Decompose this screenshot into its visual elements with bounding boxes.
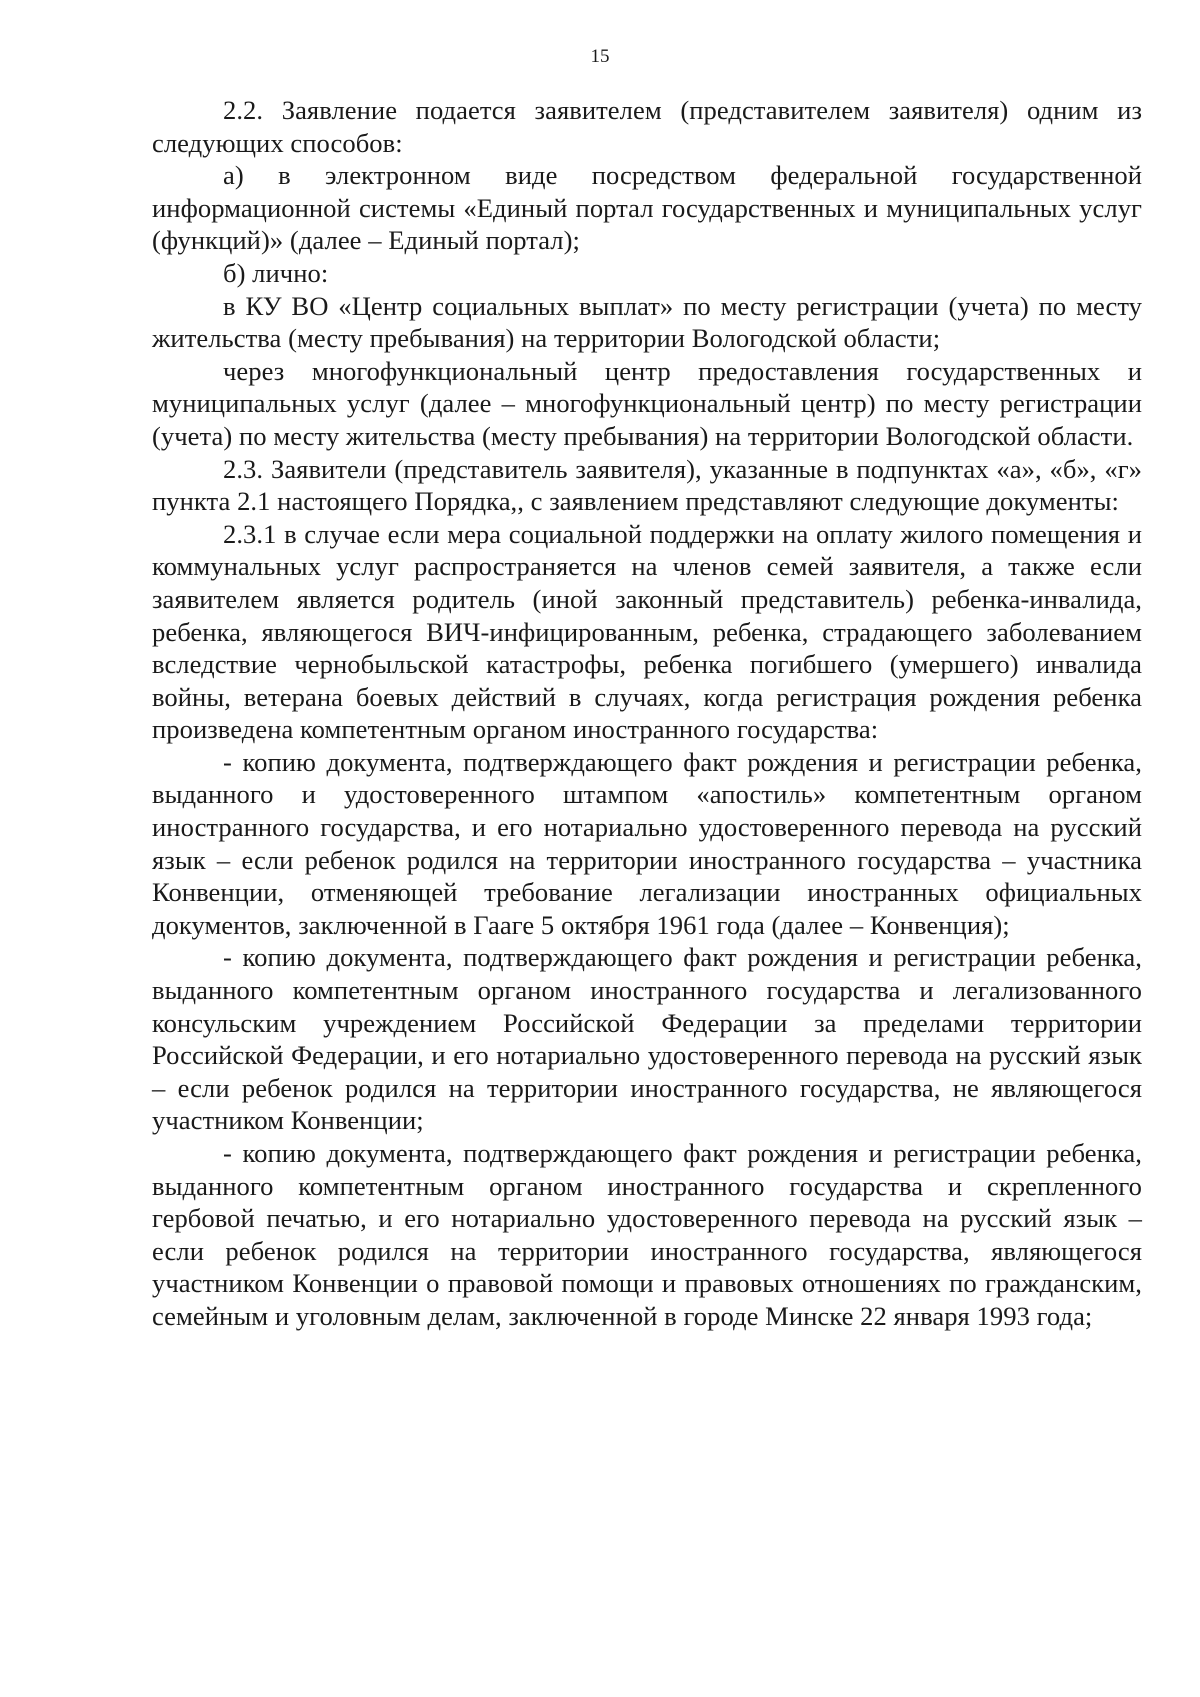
page-number: 15 xyxy=(590,46,610,67)
list-item-legalized: - копию документа, подтверждающего факт рождения и регистрации ребенка, выданного компетентным органом иностранного государства и легализованного консульским учреждением Российской Федерации за пределами территории Российской Федерации, и его нотариально удостоверенного перевода на русский язык – если ребенок родился на территории иностранного государства, не являющегося участником Конвенции; xyxy=(152,942,1142,1136)
list-item-apostille: - копию документа, подтверждающего факт рождения и регистрации ребенка, выданного и удостоверенного штампом «апостиль» компетентным органом иностранного государства, и его нотариально удостоверенного перевода на русский язык – если ребенок родился на территории иностранного государства – участника Конвенции, отменяющей требование легализации иностранных официальных документов, заключенной в Гааге 5 октября 1961 года (далее – Конвенция); xyxy=(152,746,1142,940)
paragraph-2-3: 2.3. Заявители (представитель заявителя), указанные в подпунктах «а», «б», «г» пункта 2.1 настоящего Порядка,, с заявлением представляют следующие документы: xyxy=(152,453,1142,517)
list-item-minsk-convention: - копию документа, подтверждающего факт рождения и регистрации ребенка, выданного компетентным органом иностранного государства и скрепленного гербовой печатью, и его нотариально удостоверенного перевода на русский язык – если ребенок родился на территории иностранного государства, являющегося участником Конвенции о правовой помощи и правовых отношениях по гражданским, семейным и уголовным делам, заключенной в городе Минске 22 января 1993 года; xyxy=(152,1138,1142,1331)
paragraph-2-2-b-ku-vo: в КУ ВО «Центр социальных выплат» по месту регистрации (учета) по месту жительства (месту пребывания) на территории Вологодской области; xyxy=(152,290,1142,354)
paragraph-2-2: 2.2. Заявление подается заявителем (представителем заявителя) одним из следующих способов: xyxy=(152,95,1142,158)
paragraph-2-2-b-mfc: через многофункциональный центр предоставления государственных и муниципальных услуг (далее – многофункциональный центр) по месту регистрации (учета) по месту жительства (месту пребывания) на территории Вологодской области. xyxy=(152,355,1142,451)
paragraph-2-3-1: 2.3.1 в случае если мера социальной поддержки на оплату жилого помещения и коммунальных услуг распространяется на членов семей заявителя, а также если заявителем является родитель (иной законный представитель) ребенка-инвалида, ребенка, являющегося ВИЧ-инфицированным, ребенка, страдающего заболеванием вследствие чернобыльской катастрофы, ребенка погибшего (умершего) инвалида войны, ветерана боевых действий в случаях, когда регистрация рождения ребенка произведена компетентным органом иностранного государства: xyxy=(152,518,1142,745)
document-body xyxy=(152,94,1142,1333)
paragraph-2-2-a: а) в электронном виде посредством федеральной государственной информационной системы «Единый портал государственных и муниципальных услуг (функций)» (далее – Единый портал); xyxy=(152,160,1142,256)
paragraph-2-2-b: б) лично: xyxy=(223,257,329,288)
